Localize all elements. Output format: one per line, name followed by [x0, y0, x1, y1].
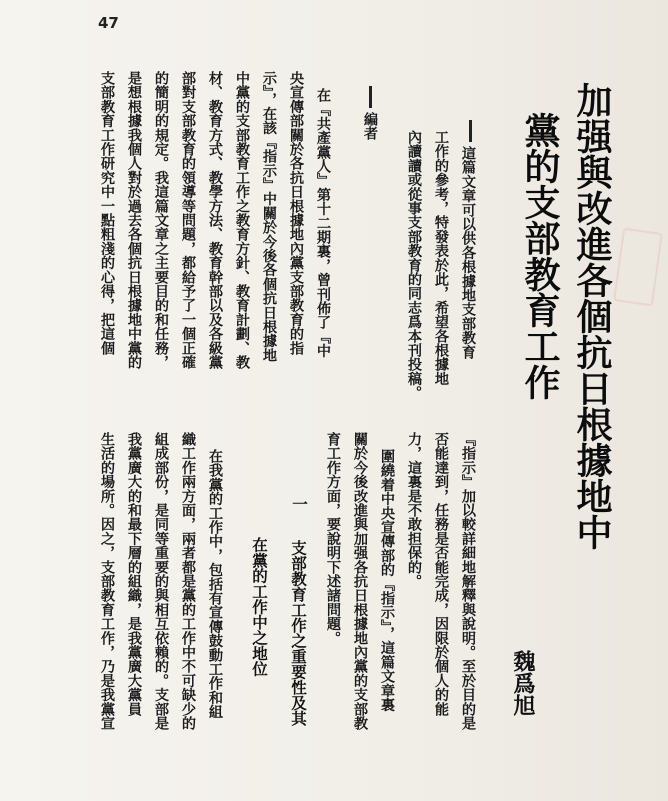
body-line: 圍繞着中央宣傳部的『指示』，這篇文章裏 — [379, 449, 395, 712]
body-line: 央宣傳部關於各抗日根據地內黨支部教育的指 — [288, 71, 304, 355]
section-number: 一 — [290, 496, 309, 512]
body-line: 中黨的支部教育工作之教育方針、教育計劃、教 — [234, 71, 250, 370]
article-title-line-2: 黨的支部教育工作 — [519, 112, 561, 400]
body-line: 在我黨的工作中，包括有宣傳鼓動工作和組 — [207, 449, 223, 719]
body-line: 示』，在該『指示』中關於今後各個抗日根據地 — [261, 71, 277, 363]
body-line: 是想根據我個人對於過去各個抗日根據地中黨的 — [126, 71, 142, 370]
editor-signature-rule — [369, 86, 372, 108]
article-title-line-1: 加强與改進各個抗日根據地中 — [571, 82, 613, 550]
page-number: 47 — [98, 14, 119, 32]
body-line: 在『共產黨人』第十二期裏，曾刊佈了『中 — [315, 88, 331, 358]
body-line: 生活的場所。因之，支部教育工作，乃是我黨宣 — [99, 432, 115, 731]
body-line: 否能達到，任務是否能完成，因限於個人的能 — [433, 432, 449, 716]
editor-note-rule — [469, 120, 472, 142]
editor-note-line: 這篇文章可以供各根據地支部教育 — [460, 146, 476, 359]
watermark-stamp — [613, 228, 663, 307]
author-name: 魏爲旭 — [510, 650, 536, 716]
editor-note-line: 內讀讀或從事支部教育的同志爲本刊投稿。 — [406, 130, 422, 400]
body-line: 育工作方面，要說明下述諸問題。 — [325, 432, 341, 645]
body-line: 力，這裏是不敢担保的。 — [406, 432, 422, 589]
body-line: 我黨廣大的和最下層的組織，是我黨廣大黨員 — [126, 432, 142, 716]
body-line: 的簡明的規定。我這篇文章之主要目的和任務， — [153, 71, 169, 370]
body-line: 關於今後改進與加强各抗日根據地內黨的支部教 — [352, 432, 368, 731]
body-line: 材、教育方式、教學方法、教育幹部以及各級黨 — [207, 71, 223, 370]
body-line: 部對支部教育的領導等問題，都給予了一個正確 — [180, 71, 196, 370]
section-heading-line-1: 支部教育工作之重要性及其 — [289, 540, 308, 726]
body-line: 織工作兩方面，兩者都是黨的工作中不可缺少的 — [180, 432, 196, 731]
editor-note-line: 工作的參考，特發表於此，希望各根據地 — [433, 130, 449, 386]
body-line: 支部教育工作研究中一點粗淺的心得，把這個 — [99, 71, 115, 355]
section-heading-line-2: 在黨的工作中之地位 — [250, 537, 269, 677]
body-line: 『指示』加以較詳細地解釋與說明。至於目的是 — [460, 432, 476, 731]
body-line: 組成部份，是同等重要的與相互依賴的。支部是 — [153, 432, 169, 731]
editor-signature: 編者 — [362, 112, 378, 141]
